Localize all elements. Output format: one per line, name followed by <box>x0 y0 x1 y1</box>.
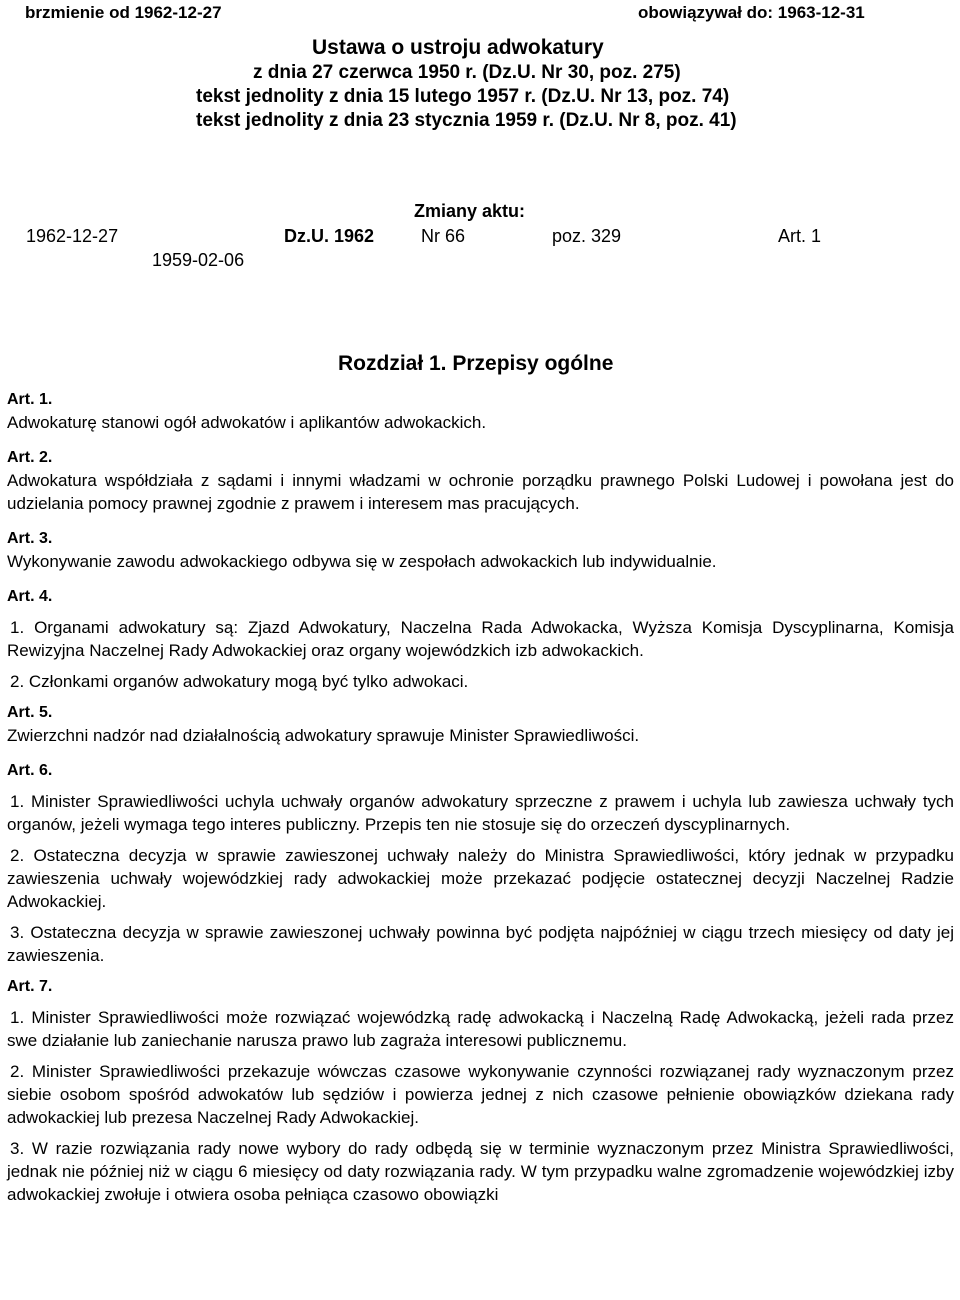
article-2-text: Adwokatura współdziała z sądami i innymi władzami w ochronie porządku prawnego Polski Ludowej i powołana jest do udzielania pomocy prawnej zgodnie z prawem i interesem mas pracujących. <box>7 471 954 513</box>
valid-to-label: obowiązywał do: 1963-12-31 <box>638 3 865 22</box>
article-7-label: Art. 7. <box>7 978 53 995</box>
article-6-par-1: 1. Minister Sprawiedliwości uchyla uchwały organów adwokatury sprzeczne z prawem i uchyla lub zawiesza uchwały tych organów, jeżeli wymaga tego interes publiczny. Przepis ten nie stosuje się do orzeczeń dyscyplinarnych. <box>7 792 954 834</box>
consolidated-text-1959: tekst jednolity z dnia 23 stycznia 1959 r. (Dz.U. Nr 8, poz. 41) <box>196 110 737 131</box>
act-date-line: z dnia 27 czerwca 1950 r. (Dz.U. Nr 30, poz. 275) <box>253 62 681 83</box>
change-position: poz. 329 <box>552 226 622 246</box>
article-5-label: Art. 5. <box>7 704 53 721</box>
article-7-par-1: 1. Minister Sprawiedliwości może rozwiązać wojewódzką radę adwokacką i Naczelną Radę Adwokacką, jeżeli rada przez swe działanie lub zaniechanie narusza prawo lub zagraża interesowi publicznemu. <box>7 1008 954 1050</box>
article-4-label: Art. 4. <box>7 588 53 605</box>
article-1-text: Adwokaturę stanowi ogół adwokatów i aplikantów adwokackich. <box>7 413 487 432</box>
article-4-par-2: 2. Członkami organów adwokatury mogą być tylko adwokaci. <box>10 672 469 691</box>
change-date-2: 1959-02-06 <box>152 250 245 270</box>
article-6-par-3: 3. Ostateczna decyzja w sprawie zawieszonej uchwały powinna być podjęta najpóźniej w ciągu trzech miesięcy od daty jej zawieszenia. <box>7 923 954 965</box>
act-title: Ustawa o ustroju adwokatury <box>312 36 604 59</box>
article-2-label: Art. 2. <box>7 449 53 466</box>
chapter-heading: Rozdział 1. Przepisy ogólne <box>338 352 614 375</box>
articles-content <box>7 388 954 1206</box>
changes-heading: Zmiany aktu: <box>414 201 526 221</box>
article-6-label: Art. 6. <box>7 762 53 779</box>
consolidated-text-1957: tekst jednolity z dnia 15 lutego 1957 r. (Dz.U. Nr 13, poz. 74) <box>196 86 730 107</box>
article-4-par-1: 1. Organami adwokatury są: Zjazd Adwokatury, Naczelna Rada Adwokacka, Wyższa Komisja Dyscyplinarna, Komisja Rewizyjna Naczelnej Rady Adwokackiej oraz organy wojewódzkich izb adwokackich. <box>7 618 954 660</box>
valid-from-label: brzmienie od 1962-12-27 <box>25 3 222 22</box>
article-5-text: Zwierzchni nadzór nad działalnością adwokatury sprawuje Minister Sprawiedliwości. <box>7 726 640 745</box>
change-number: Nr 66 <box>421 226 466 246</box>
article-3-label: Art. 3. <box>7 530 53 547</box>
change-article: Art. 1 <box>778 226 822 246</box>
article-1-label: Art. 1. <box>7 391 53 408</box>
change-date: 1962-12-27 <box>26 226 119 246</box>
article-3-text: Wykonywanie zawodu adwokackiego odbywa się w zespołach adwokackich lub indywidualnie. <box>7 552 717 571</box>
article-6-par-2: 2. Ostateczna decyzja w sprawie zawieszonej uchwały należy do Ministra Sprawiedliwości, który jednak w przypadku zawieszenia uchwały wojewódzkiej rady adwokackiej może przekazać podjęcie ostatecznej decyzji Naczelnej Radzie Adwokackiej. <box>7 846 954 911</box>
article-7-par-2: 2. Minister Sprawiedliwości przekazuje wówczas czasowe wykonywanie czynności rozwiązanej rady wyznaczonym przez siebie osobom spośród adwokatów lub sędziów i powierza jednej z nich czasowe pełnienie obowiązków dziekana rady adwokackiej lub prezesa Naczelnej Rady Adwokackiej. <box>7 1062 954 1127</box>
article-7-par-3: 3. W razie rozwiązania rady nowe wybory do rady odbędą się w terminie wyznaczonym przez Ministra Sprawiedliwości, jednak nie później niż w ciągu 6 miesięcy od daty rozwiązania rady. W tym przypadku walne zgromadzenie wojewódzkiej izby adwokackiej zwołuje i otwiera osoba pełniąca czasowo obowiązki <box>7 1139 954 1204</box>
change-journal: Dz.U. 1962 <box>284 226 375 246</box>
